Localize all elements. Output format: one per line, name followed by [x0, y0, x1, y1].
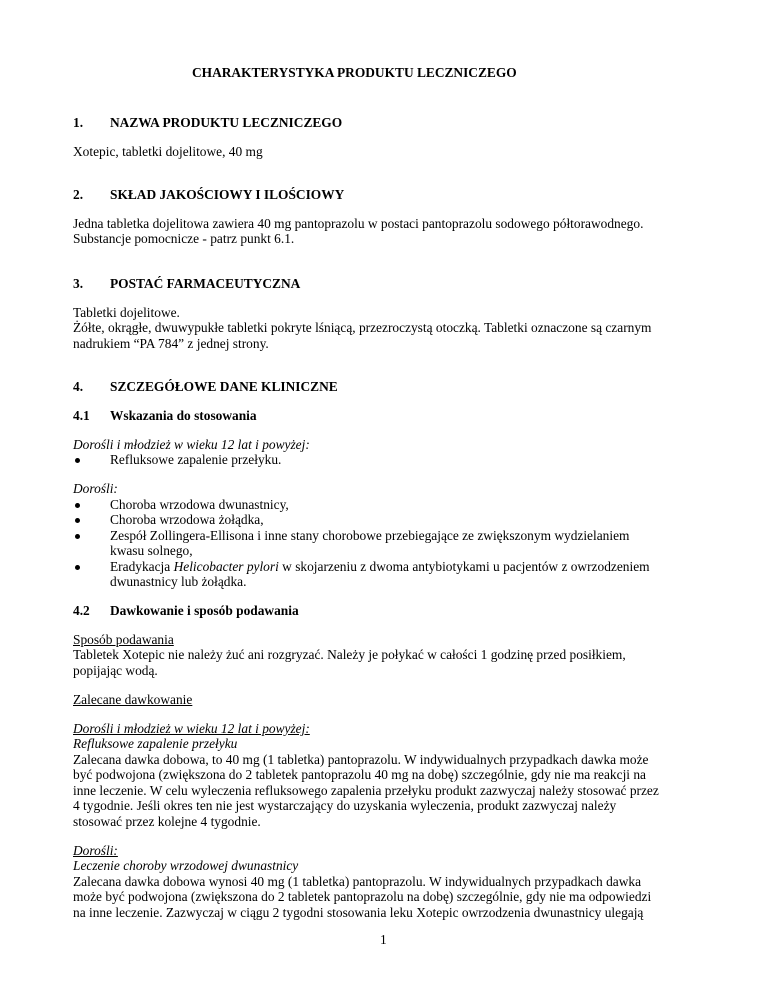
administration-line-2: popijając wodą.	[73, 663, 158, 678]
section-3-line-1: Tabletki dojelitowe.	[73, 305, 180, 320]
section-3-number: 3.	[73, 276, 84, 291]
subsection-4-2-number: 4.2	[73, 603, 90, 618]
dosage-group-1-line-3: inne leczenie. W celu wyleczenia refluksowego zapalenia przełyku produkt zazwyczaj należy stosować przez	[73, 783, 659, 798]
dosage-group-2-line-3: na inne leczenie. Zazwyczaj w ciągu 2 tygodni stosowania leku Xotepic owrzodzenia dwunastnicy ulegają	[73, 905, 644, 920]
section-4-number: 4.	[73, 379, 84, 394]
dosage-group-1-line-4: 4 tygodnie. Jeśli okres ten nie jest wystarczający do uzyskania wyleczenia, produkt zazwyczaj należy	[73, 798, 617, 813]
dosage-group-2-line-1: Zalecana dawka dobowa wynosi 40 mg (1 tabletka) pantoprazolu. W indywidualnych przypadkach dawka	[73, 874, 642, 889]
section-1-line-1: Xotepic, tabletki dojelitowe, 40 mg	[73, 144, 263, 159]
dosage-group-1-line-2: być podwojona (zwiększona do 2 tabletek pantoprazolu 40 mg na dobę) szczególnie, gdy nie ma reakcji na	[73, 767, 646, 782]
bullet-icon	[75, 565, 80, 570]
bullet-icon	[75, 518, 80, 523]
dosage-group-2-subheading: Leczenie choroby wrzodowej dwunastnicy	[73, 858, 299, 873]
dosage-group-2-line-2: może być podwojona (zwiększona do 2 tabletek pantoprazolu na dobę) szczególnie, gdy nie ma odpowiedzi	[73, 889, 652, 904]
indication-item-hp	[110, 559, 650, 575]
indication-item: Zespół Zollingera-Ellisona i inne stany chorobowe przebiegające ze zwiększonym wydzielaniem	[110, 528, 630, 543]
dosage-heading: Zalecane dawkowanie	[73, 692, 193, 707]
bullet-icon	[75, 458, 80, 463]
section-2-line-1: Jedna tabletka dojelitowa zawiera 40 mg pantoprazolu w postaci pantoprazolu sodowego półtorawodnego.	[73, 216, 644, 231]
page-number: 1	[380, 932, 387, 947]
subsection-4-1-title: Wskazania do stosowania	[110, 408, 257, 423]
section-2-title: SKŁAD JAKOŚCIOWY I ILOŚCIOWY	[110, 187, 345, 202]
indication-item: Choroba wrzodowa dwunastnicy,	[110, 497, 289, 512]
dosage-group-1-line-1: Zalecana dawka dobowa, to 40 mg (1 tabletka) pantoprazolu. W indywidualnych przypadkach dawka może	[73, 752, 649, 767]
dosage-group-2-heading: Dorośli:	[73, 843, 118, 858]
dosage-group-1-subheading: Refluksowe zapalenie przełyku	[73, 736, 238, 751]
administration-heading: Sposób podawania	[73, 632, 174, 647]
indication-item: Refluksowe zapalenie przełyku.	[110, 452, 282, 467]
administration-line-1: Tabletek Xotepic nie należy żuć ani rozgryzać. Należy je połykać w całości 1 godzinę przed posiłkiem,	[73, 647, 626, 662]
section-1-title: NAZWA PRODUKTU LECZNICZEGO	[110, 115, 343, 130]
section-3-line-3: nadrukiem “PA 784” z jednej strony.	[73, 336, 269, 351]
subsection-4-2-title: Dawkowanie i sposób podawania	[110, 603, 299, 618]
indication-item-continuation: dwunastnicy lub żołądka.	[110, 574, 247, 589]
indication-group-2-heading: Dorośli:	[73, 481, 118, 496]
hp-text-before: Eradykacja	[110, 559, 174, 574]
section-3-line-2: Żółte, okrągłe, dwuwypukłe tabletki pokryte lśniącą, przezroczystą otoczką. Tabletki oznaczone są czarnym	[73, 320, 652, 335]
dosage-group-1-line-5: stosować przez kolejne 4 tygodnie.	[73, 814, 261, 829]
subsection-4-1-number: 4.1	[73, 408, 90, 423]
section-1-number: 1.	[73, 115, 84, 130]
section-2-number: 2.	[73, 187, 84, 202]
document-title: CHARAKTERYSTYKA PRODUKTU LECZNICZEGO	[192, 65, 517, 80]
hp-organism-name: Helicobacter pylori	[173, 559, 279, 574]
indication-item: Choroba wrzodowa żołądka,	[110, 512, 264, 527]
dosage-group-1-heading: Dorośli i młodzież w wieku 12 lat i powyżej:	[73, 721, 310, 736]
bullet-icon	[75, 503, 80, 508]
section-4-title: SZCZEGÓŁOWE DANE KLINICZNE	[110, 379, 338, 394]
hp-text-after: w skojarzeniu z dwoma antybiotykami u pacjentów z owrzodzeniem	[278, 559, 650, 574]
indication-item-continuation: kwasu solnego,	[110, 543, 193, 558]
section-2-line-2: Substancje pomocnicze - patrz punkt 6.1.	[73, 231, 295, 246]
bullet-icon	[75, 534, 80, 539]
indication-group-1-heading: Dorośli i młodzież w wieku 12 lat i powyżej:	[73, 437, 310, 452]
section-3-title: POSTAĆ FARMACEUTYCZNA	[110, 276, 301, 291]
